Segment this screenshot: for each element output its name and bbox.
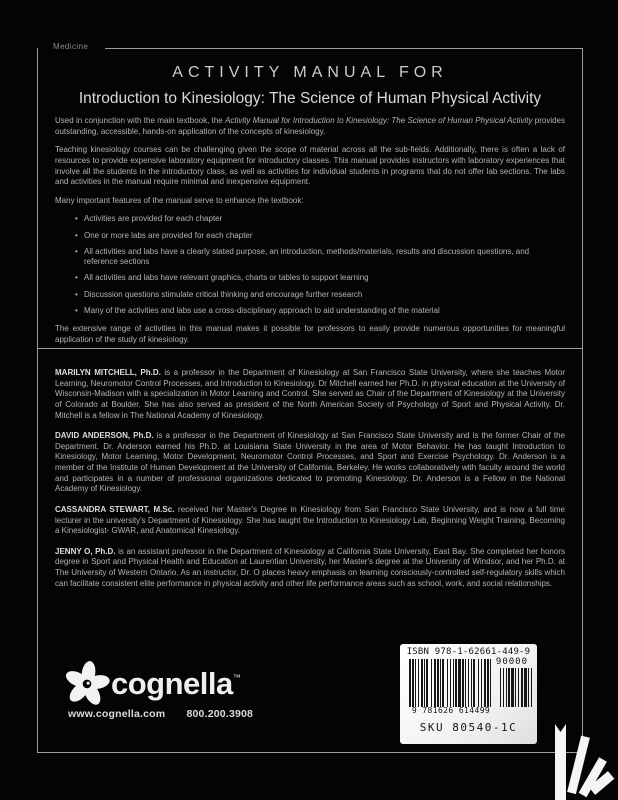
author-bios-block: [55, 368, 565, 599]
feature-item: • One or more labs are provided for each chapter: [75, 231, 565, 242]
book-title-inline-italic: Activity Manual for Introduction to Kinesiology: The Science of Human Physical Activity: [225, 116, 533, 125]
description-paragraph-1: Used in conjunction with the main textbook, the Activity Manual for Introduction to Kinesiology: The Science of Human Physical Activity provides outstanding, accessible, hands-on application of the concepts of kinesiology.: [55, 116, 565, 136]
feature-item: • Activities are provided for each chapter: [75, 214, 565, 225]
falling-book-2: [567, 736, 590, 794]
author-name: CASSANDRA STEWART, M.Sc.: [55, 504, 175, 514]
features-intro: Many important features of the manual serve to enhance the textbook:: [55, 195, 304, 205]
cognella-wordmark: cognella™: [111, 666, 241, 701]
trademark-symbol: ™: [232, 673, 241, 682]
frame-border-right: [582, 48, 583, 753]
author-bio: CASSANDRA STEWART, M.Sc. received her Master's Degree in Kinesiology from San Francisco State University, and is now a full time lecturer in the university's Department of Kinesiology. She has taught the Introduction to Kinesiology Lab, Beginning Weight Training, Becoming a Kinesiologist- GWAR, and Anatomical Kinesiology.: [55, 504, 565, 536]
falling-book-4: [589, 771, 615, 795]
barcode-supplement: [500, 668, 532, 707]
book-title: Introduction to Kinesiology: The Science of Human Physical Activity: [78, 90, 542, 107]
falling-book-1: [555, 714, 566, 800]
publisher-phone: 800.200.3908: [186, 708, 254, 720]
author-bio: MARILYN MITCHELL, Ph.D. is a professor in the Department of Kinesiology at San Francisco State University, where she teaches Motor Learning, Neuromotor Control Processes, and Introduction to Kinesiology. Dr Mitchell earned her Ph.D. in physical education at the University of Wisconsin-Madison with a specialization in Motor Learning and Control. She served as Chair of the Department of Kinesiology at the University of Colorado at Boulder. She has also served as president of the North American Society of Psychology of Sport and Physical Activity. Dr. Mitchell is a fellow in The National Academy of Kinesiology.: [55, 368, 565, 420]
publisher-website: www.cognella.com: [68, 708, 166, 720]
author-bio: JENNY O, Ph.D. is an assistant professor in the Department of Kinesiology at California State University, East Bay. She completed her honors degree in Sport and Physical Health and Education at Laurentian University, her Master's degree at the University of Windsor, and her Ph.D. at The University of Western Ontario. As an instructor, Dr. O places heavy emphasis on learning consciously-controlled self-regulatory skills which can facilitate consistent elite performance in physical activity and other life performance areas such as school, work, and social relationships.: [55, 546, 565, 588]
barcode-panel: [400, 644, 537, 744]
barcode-price-code: 90000: [495, 657, 528, 667]
feature-item: • Many of the activities and labs use a cross-disciplinary approach to aid understanding of the material: [75, 306, 565, 317]
description-paragraph-2: Teaching kinesiology courses can be challenging given the scope of material across all the sub-fields. Additionally, there is often a lack of resources to provide expensive laboratory equipment for introductory classes. This manual provides instructors with laboratory experiences that involve all the students in the introductory class, as well as activities for individual students in programs that do not offer lab sections. The labs and activities in the manual require minimal and inexpensive equipment.: [55, 145, 565, 187]
author-name: MARILYN MITCHELL, Ph.D.: [55, 368, 161, 377]
category-label: Medicine: [53, 42, 89, 51]
author-bio: DAVID ANDERSON, Ph.D. is a professor in the Department of Kinesiology at San Francisco State University and is the former Chair of the Department. Dr. Anderson earned his Ph.D. at Louisiana State University in the area of Motor Behavior. He has taught Introduction to Kinesiology, Motor Learning, Motor Development, Neuromotor Control Processes, and Sport and Exercise Psychology. Dr. Anderson is a member of the Institute of Human Development at the University of California, Berkeley. He works collaboratively with faculty around the world and participates in a number of professional organizations dedicated to promoting Kinesiology. Dr. Anderson is a Fellow in the National Academy of Kinesiology.: [55, 431, 565, 494]
frame-border-left: [37, 48, 38, 753]
frame-border-bottom: [37, 752, 583, 753]
publisher-contact: [68, 708, 253, 720]
author-name: DAVID ANDERSON, Ph.D.: [55, 431, 154, 441]
series-title: ACTIVITY MANUAL FOR: [172, 64, 448, 81]
feature-item: • Discussion questions stimulate critical thinking and encourage further research: [75, 290, 565, 301]
isbn-label: ISBN 978-1-62661-449-9: [406, 647, 531, 657]
description-block: [55, 116, 565, 354]
barcode: [409, 659, 493, 707]
cognella-flower-icon: [64, 659, 110, 712]
ean-digits: 9 781626 614499: [411, 706, 491, 715]
author-name: JENNY O, Ph.D.: [55, 546, 116, 556]
frame-border-top: [105, 48, 583, 49]
falling-book-3: [579, 757, 607, 797]
sku-label: SKU 80540-1C: [419, 721, 518, 734]
features-list: [55, 214, 565, 316]
description-closing: The extensive range of activities in this manual makes it possible for professors to easily provide numerous opportunities for meaningful application of the study of kinesiology.: [55, 324, 565, 344]
feature-item: • All activities and labs have a clearly stated purpose, an introduction, methods/materials, results and discussion questions, and reference sections: [75, 247, 565, 268]
feature-item: • All activities and labs have relevant graphics, charts or tables to support learning: [75, 273, 565, 284]
